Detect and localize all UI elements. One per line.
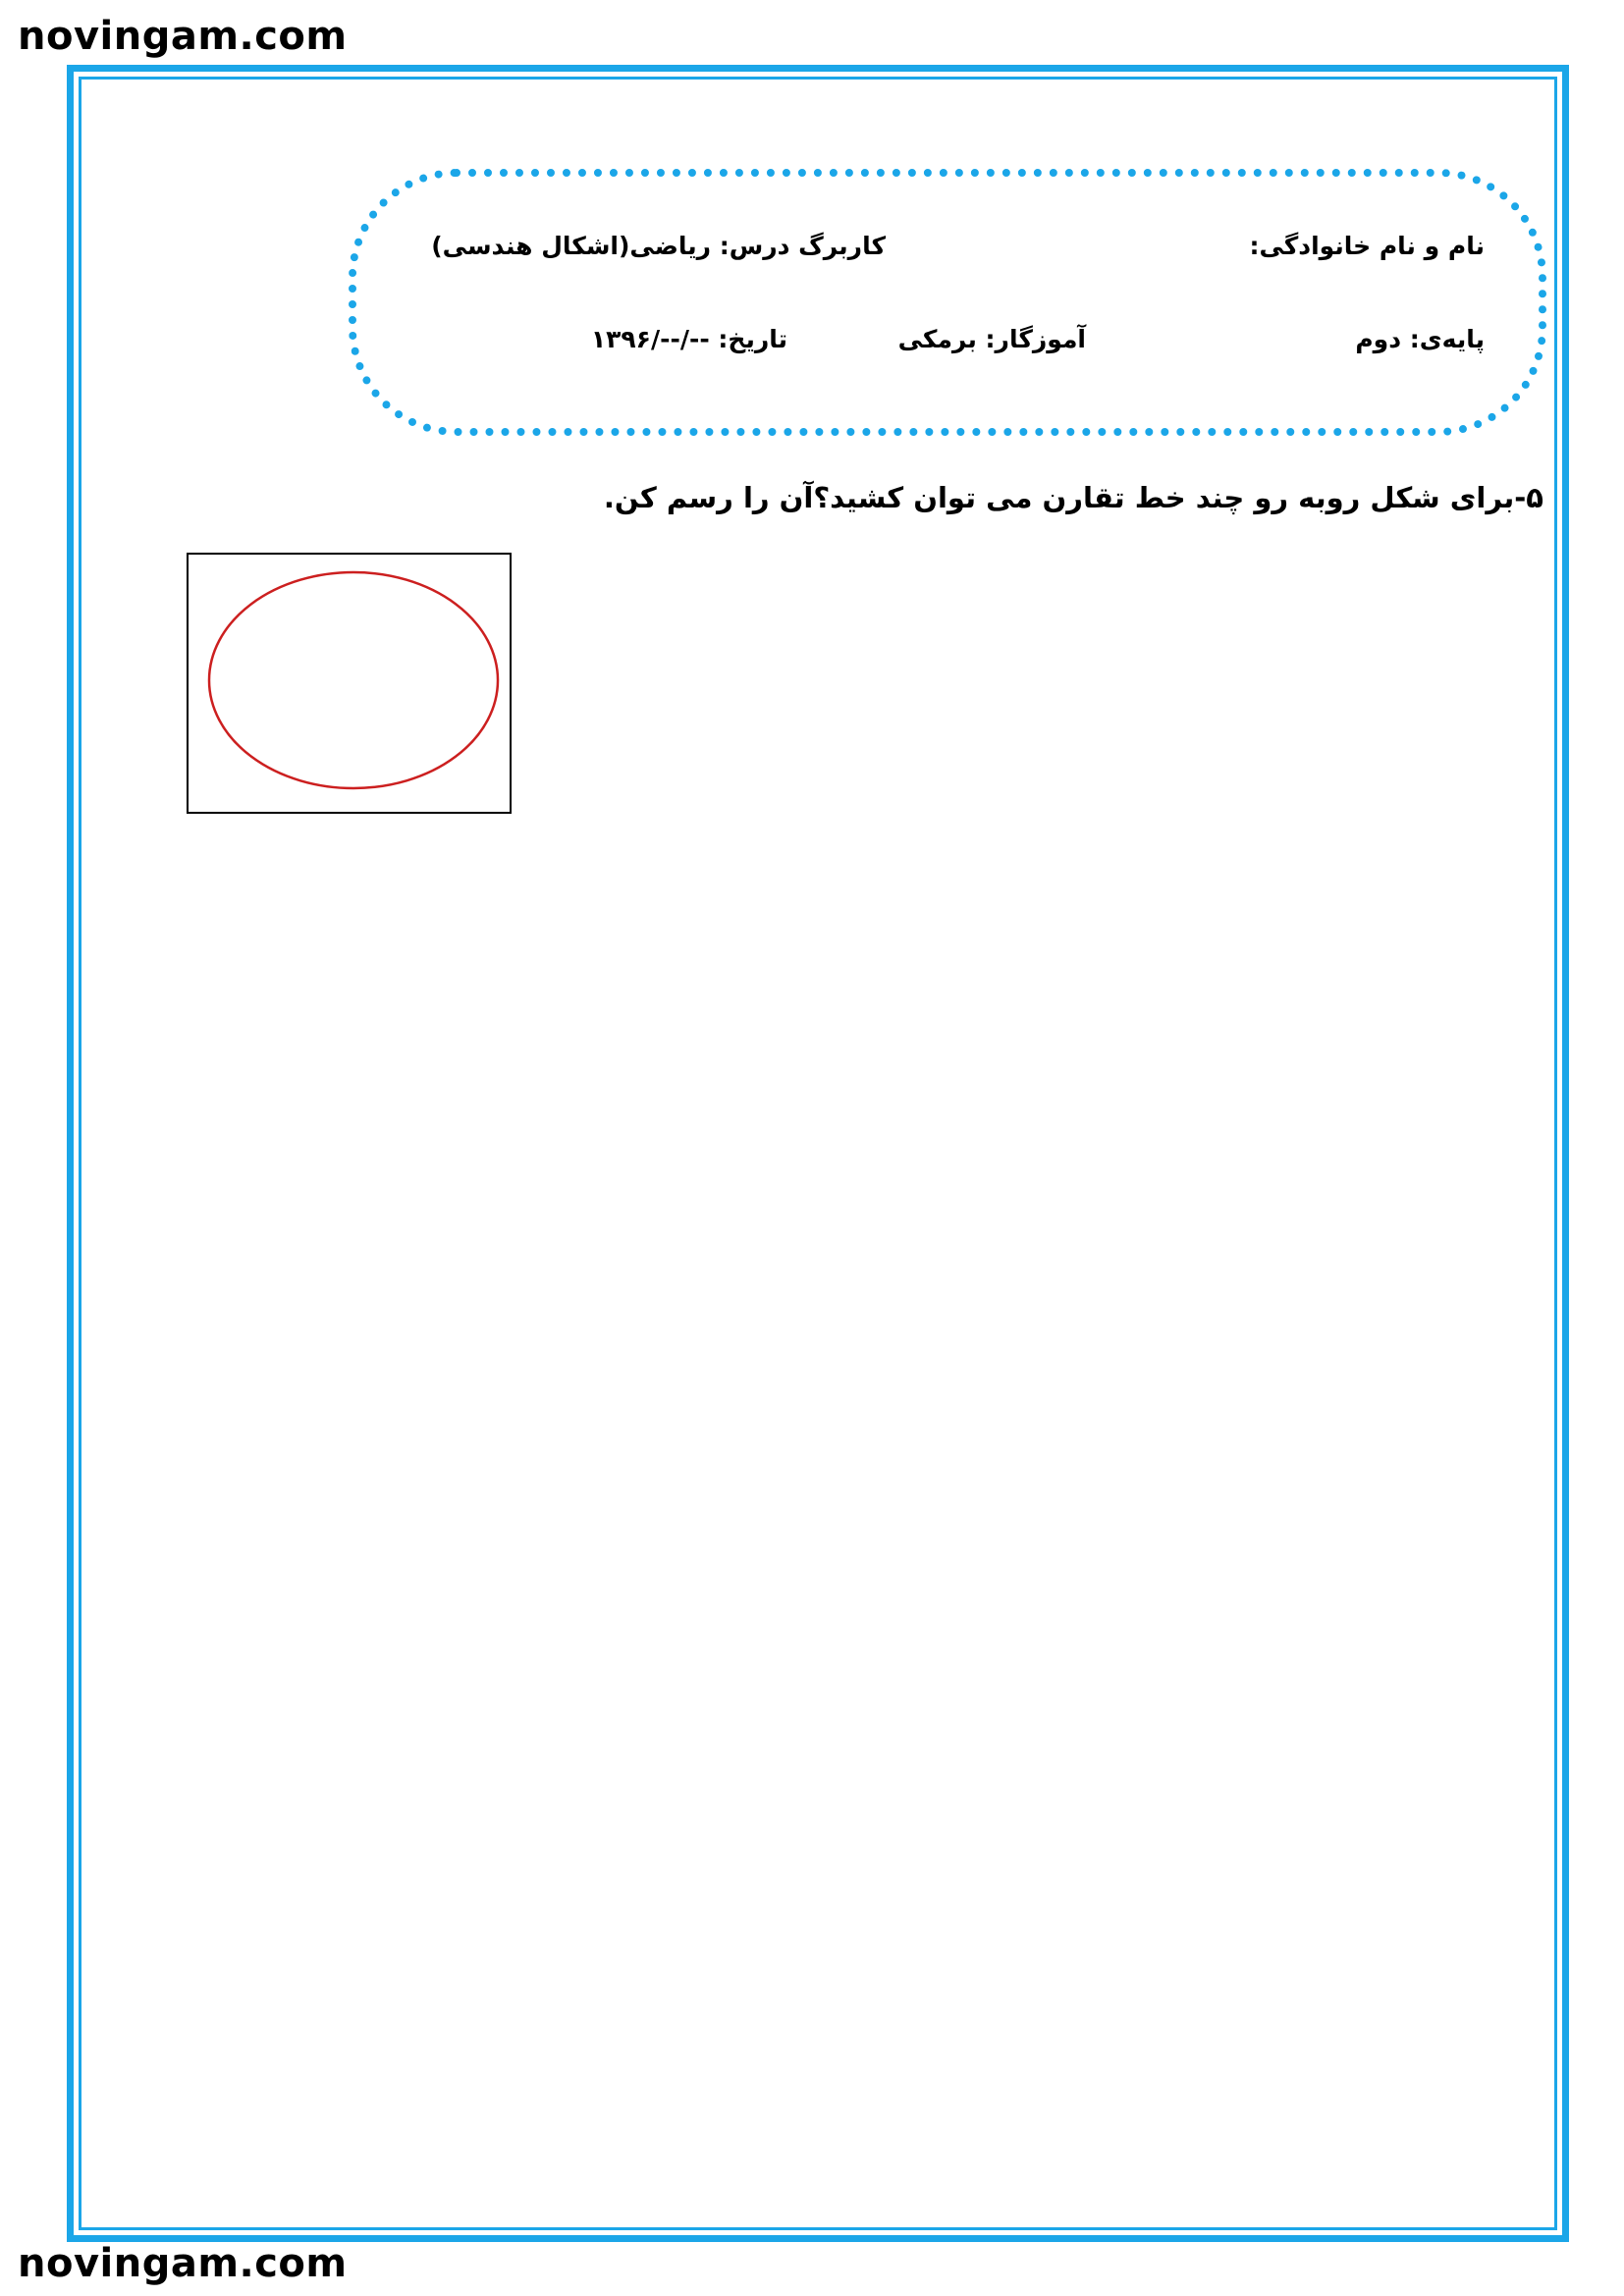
teacher-label: آموزگار: برمکی [897, 325, 1086, 353]
student-name-label: نام و نام خانوادگی: [1249, 232, 1485, 260]
ellipse-shape [209, 572, 498, 788]
date-label: تاریخ: --/--/۱۳۹۶ [590, 325, 787, 353]
ellipse-figure [189, 555, 510, 812]
ellipse-figure-frame [187, 553, 512, 814]
worksheet-header-box [349, 169, 1546, 436]
watermark-top: novingam.com [18, 14, 348, 59]
question-5-text: ۵-برای شکل روبه رو چند خط تقارن می توان کشید؟آن را رسم کن. [603, 481, 1543, 514]
grade-label: پایه‌ی: دوم [1355, 325, 1485, 353]
watermark-bottom: novingam.com [18, 2241, 348, 2286]
worksheet-subject-label: کاربرگ درس: ریاضی(اشکال هندسی) [431, 232, 886, 260]
